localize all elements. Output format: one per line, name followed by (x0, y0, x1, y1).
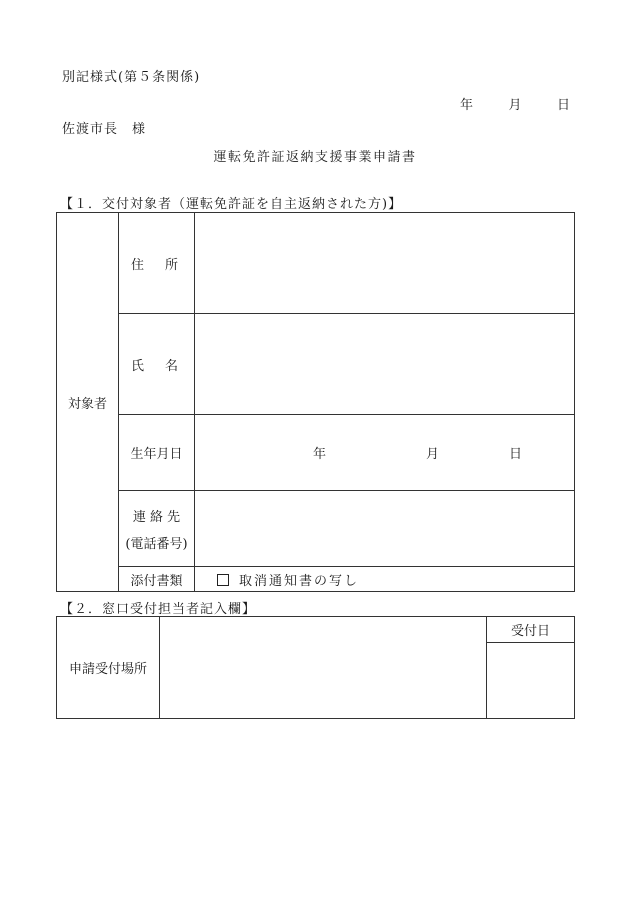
section2-heading: 【２．窓口受付担当者記入欄】 (60, 602, 257, 617)
section1-heading: 【１．交付対象者（運転免許証を自主返納された方)】 (60, 197, 403, 212)
date-line (460, 94, 570, 113)
dob-label: 生年月日 (119, 415, 195, 491)
addressee: 佐渡市長 様 (62, 122, 147, 137)
attachment-checkbox[interactable] (217, 574, 229, 586)
contact-label-line2: (電話番号) (125, 536, 188, 552)
contact-field[interactable] (195, 491, 575, 567)
date-month: 月 (508, 98, 522, 113)
applicant-group-label: 対象者 (57, 213, 119, 592)
dob-month: 月 (426, 447, 440, 462)
applicant-table (56, 212, 575, 592)
date-day: 日 (556, 98, 570, 113)
receipt-date-field[interactable] (487, 643, 575, 719)
document-title: 運転免許証返納支援事業申請書 (213, 150, 417, 165)
receipt-date-label: 受付日 (487, 617, 575, 643)
address-label: 住 所 (119, 213, 195, 314)
address-field[interactable] (195, 213, 575, 314)
attachment-label: 添付書類 (119, 567, 195, 592)
contact-label-line1: 連 絡 先 (132, 509, 181, 525)
place-label: 申請受付場所 (57, 617, 160, 719)
attachment-field (195, 567, 575, 592)
name-label: 氏 名 (119, 314, 195, 415)
place-field[interactable] (160, 617, 487, 719)
dob-field[interactable] (195, 415, 575, 491)
contact-label (119, 491, 195, 567)
dob-year: 年 (313, 447, 327, 462)
attachment-option-label: 取消通知書の写し (239, 573, 360, 589)
date-year: 年 (460, 98, 474, 113)
name-field[interactable] (195, 314, 575, 415)
form-label: 別記様式(第５条関係) (62, 70, 201, 85)
staff-table (56, 616, 575, 719)
dob-day: 日 (509, 447, 523, 462)
